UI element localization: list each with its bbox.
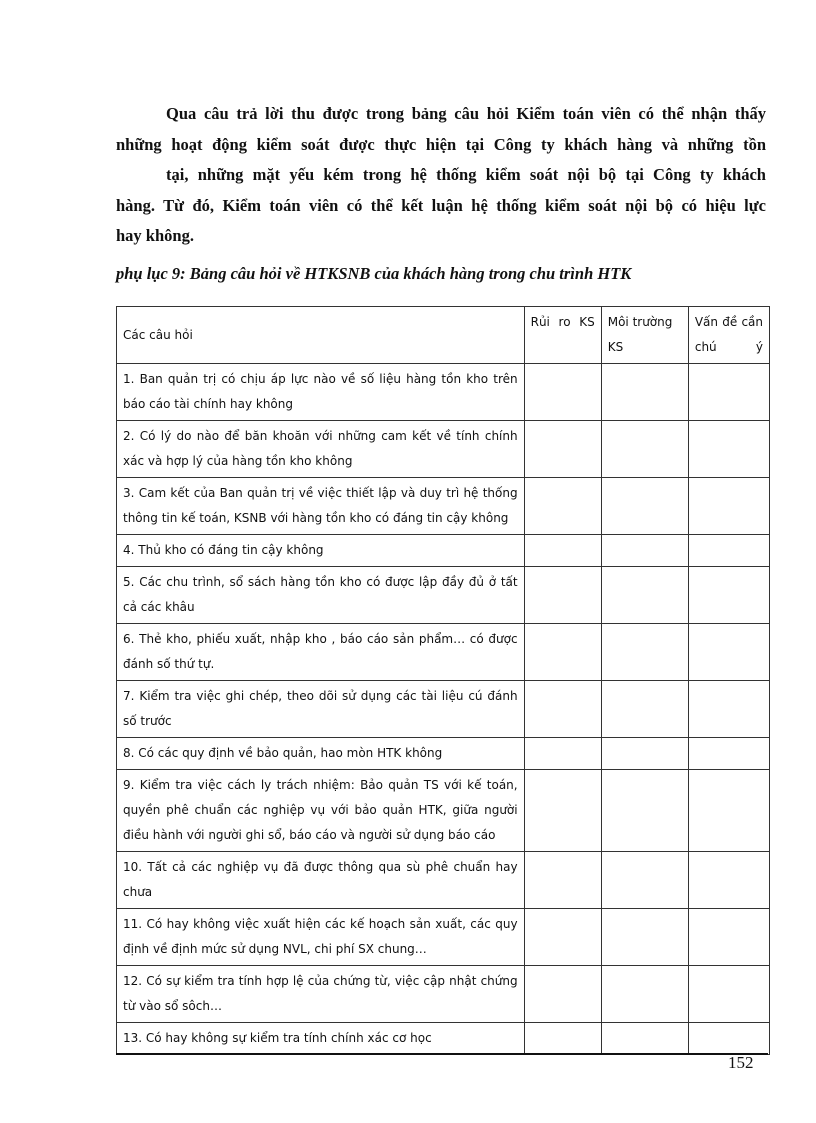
table-row <box>117 478 770 535</box>
footer-rule <box>116 1053 768 1055</box>
answer-cell[interactable] <box>688 421 769 478</box>
header-control-risk: Rủi ro KS <box>524 307 601 364</box>
question-cell: 3. Cam kết của Ban quản trị về việc thiết lập và duy trì hệ thống thông tin kế toán, KSNB với hàng tồn kho có đáng tin cậy không <box>117 478 525 535</box>
question-cell: 1. Ban quản trị có chịu áp lực nào về số liệu hàng tồn kho trên báo cáo tài chính hay không <box>117 364 525 421</box>
intro-line-1: Qua câu trả lời thu được trong bảng câu hỏi Kiểm toán viên có thể nhận thấy <box>166 104 766 123</box>
answer-cell[interactable] <box>524 738 601 770</box>
answer-cell[interactable] <box>601 421 688 478</box>
answer-cell[interactable] <box>601 770 688 852</box>
answer-cell[interactable] <box>688 770 769 852</box>
answer-cell[interactable] <box>688 909 769 966</box>
questionnaire-table <box>116 306 770 1055</box>
table-row <box>117 738 770 770</box>
answer-cell[interactable] <box>601 535 688 567</box>
answer-cell[interactable] <box>688 852 769 909</box>
header-question: Các câu hỏi <box>117 307 525 364</box>
question-cell: 9. Kiểm tra việc cách ly trách nhiệm: Bảo quản TS với kế toán, quyền phê chuẩn các nghiệp vụ với bảo quản HTK, giữa người điều hành với người ghi sổ, báo cáo và người sử dụng báo cáo <box>117 770 525 852</box>
question-cell: 7. Kiểm tra việc ghi chép, theo dõi sử dụng các tài liệu cú đánh số trước <box>117 681 525 738</box>
table-row <box>117 770 770 852</box>
question-cell: 5. Các chu trình, sổ sách hàng tồn kho có được lập đầy đủ ở tất cả các khâu <box>117 567 525 624</box>
question-cell: 12. Có sự kiểm tra tính hợp lệ của chứng từ, việc cập nhật chứng từ vào sổ sôch… <box>117 966 525 1023</box>
answer-cell[interactable] <box>688 364 769 421</box>
answer-cell[interactable] <box>524 624 601 681</box>
answer-cell[interactable] <box>688 681 769 738</box>
table-row <box>117 364 770 421</box>
answer-cell[interactable] <box>601 1023 688 1055</box>
answer-cell[interactable] <box>524 567 601 624</box>
question-cell: 8. Có các quy định về bảo quản, hao mòn HTK không <box>117 738 525 770</box>
question-cell: 4. Thủ kho có đáng tin cậy không <box>117 535 525 567</box>
answer-cell[interactable] <box>601 738 688 770</box>
intro-line-5: hay không. <box>116 226 194 245</box>
table-row <box>117 909 770 966</box>
answer-cell[interactable] <box>601 966 688 1023</box>
page-number: 152 <box>728 1053 754 1072</box>
answer-cell[interactable] <box>524 966 601 1023</box>
answer-cell[interactable] <box>688 478 769 535</box>
answer-cell[interactable] <box>601 478 688 535</box>
answer-cell[interactable] <box>601 909 688 966</box>
question-cell: 10. Tất cả các nghiệp vụ đã được thông qua sù phê chuẩn hay chưa <box>117 852 525 909</box>
question-cell: 2. Có lý do nào để băn khoăn với những cam kết về tính chính xác và hợp lý của hàng tồn kho không <box>117 421 525 478</box>
question-cell: 13. Có hay không sự kiểm tra tính chính xác cơ học <box>117 1023 525 1055</box>
answer-cell[interactable] <box>524 364 601 421</box>
answer-cell[interactable] <box>524 681 601 738</box>
table-row <box>117 852 770 909</box>
intro-line-3: tại, những mặt yếu kém trong hệ thống kiểm soát nội bộ tại Công ty khách <box>166 165 766 184</box>
answer-cell[interactable] <box>688 567 769 624</box>
answer-cell[interactable] <box>688 624 769 681</box>
answer-cell[interactable] <box>524 852 601 909</box>
answer-cell[interactable] <box>524 909 601 966</box>
answer-cell[interactable] <box>601 681 688 738</box>
table-row <box>117 535 770 567</box>
appendix-caption: phụ lục 9: Bảng câu hỏi về HTKSNB của khách hàng trong chu trình HTK <box>116 264 632 283</box>
answer-cell[interactable] <box>601 567 688 624</box>
answer-cell[interactable] <box>688 738 769 770</box>
table-row <box>117 681 770 738</box>
answer-cell[interactable] <box>688 535 769 567</box>
header-issues-to-note: Vấn đề cần chú ý <box>688 307 769 364</box>
answer-cell[interactable] <box>524 421 601 478</box>
question-cell: 11. Có hay không việc xuất hiện các kế hoạch sản xuất, các quy định về định mức sử dụng NVL, chi phí SX chung… <box>117 909 525 966</box>
header-control-environment: Môi trường KS <box>601 307 688 364</box>
answer-cell[interactable] <box>688 1023 769 1055</box>
answer-cell[interactable] <box>601 364 688 421</box>
intro-line-2: những hoạt động kiểm soát được thực hiện tại Công ty khách hàng và những tồn <box>116 134 766 154</box>
intro-paragraph <box>116 99 766 252</box>
table-row <box>117 966 770 1023</box>
intro-line-4: hàng. Từ đó, Kiểm toán viên có thể kết luận hệ thống kiểm soát nội bộ có hiệu lực <box>116 195 766 215</box>
answer-cell[interactable] <box>688 966 769 1023</box>
answer-cell[interactable] <box>601 852 688 909</box>
table-row <box>117 1023 770 1055</box>
answer-cell[interactable] <box>524 1023 601 1055</box>
table-row <box>117 624 770 681</box>
table-header-row <box>117 307 770 364</box>
answer-cell[interactable] <box>524 770 601 852</box>
answer-cell[interactable] <box>601 624 688 681</box>
table-row <box>117 567 770 624</box>
question-cell: 6. Thẻ kho, phiếu xuất, nhập kho , báo cáo sản phẩm… có được đánh số thứ tự. <box>117 624 525 681</box>
table-row <box>117 421 770 478</box>
answer-cell[interactable] <box>524 478 601 535</box>
answer-cell[interactable] <box>524 535 601 567</box>
